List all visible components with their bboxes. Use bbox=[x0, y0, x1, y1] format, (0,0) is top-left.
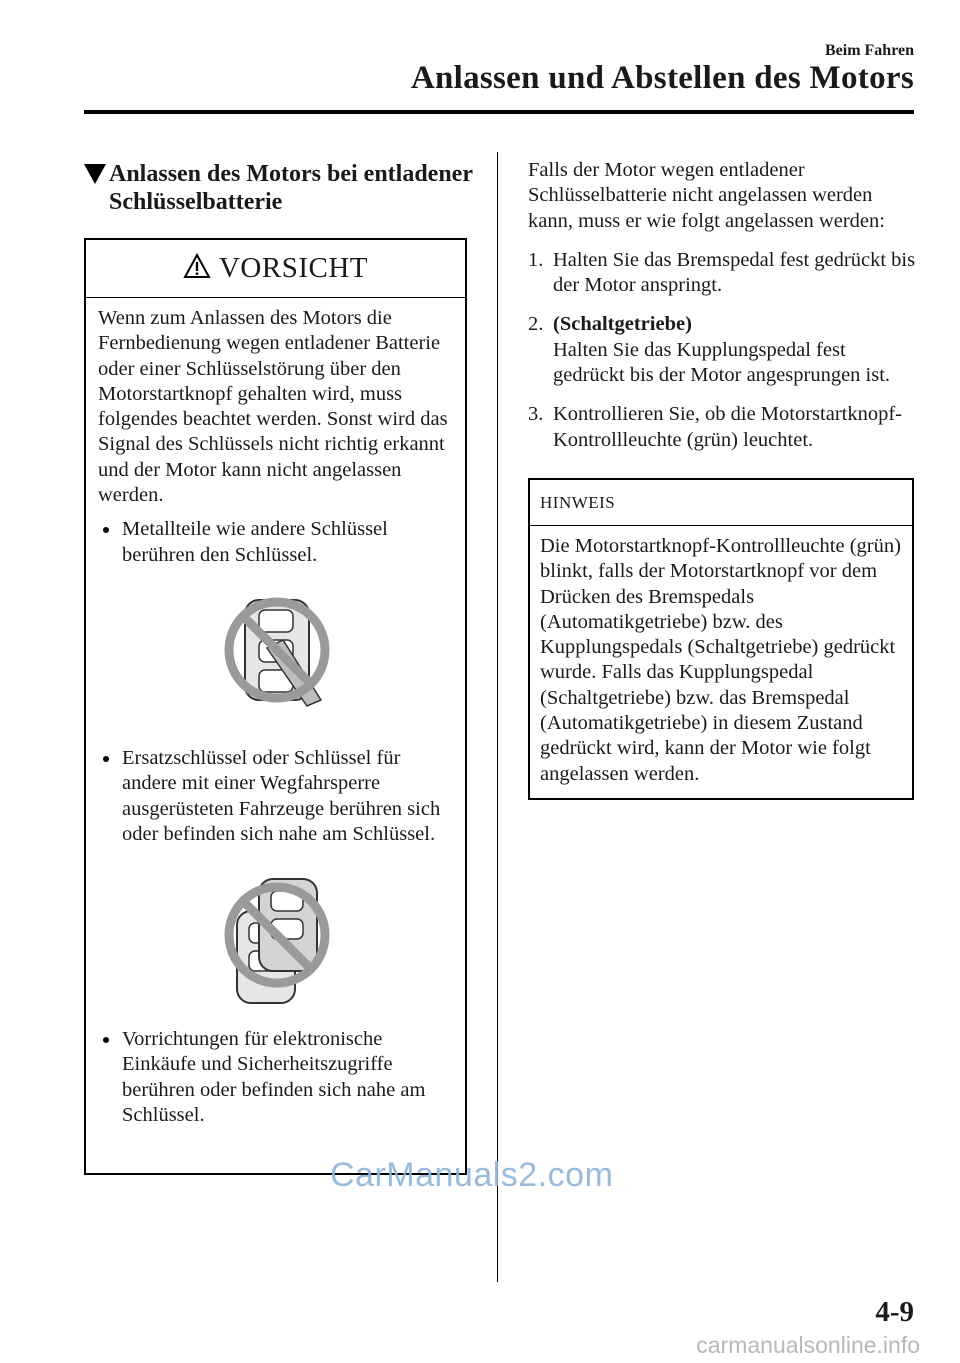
step-number: 1. bbox=[528, 248, 544, 271]
right-column bbox=[528, 158, 918, 800]
caution-label: VORSICHT bbox=[218, 252, 368, 284]
chapter-label: Beim Fahren bbox=[824, 42, 914, 59]
caution-bullet bbox=[98, 517, 455, 568]
warning-icon bbox=[183, 253, 211, 284]
key-contact-metal-illustration bbox=[217, 588, 337, 728]
step-item bbox=[528, 402, 918, 453]
note-text: Die Motorstartknopf-Kontrollleuchte (grün) blinkt, falls der Motorstartknopf vor dem Drücken des Bremspedals (Automatikgetriebe) bzw. des Kupplungspedals (Schaltgetriebe) gedrückt wurde. Falls das Kupplungspedal (Schaltgetriebe) bzw. das Bremspedal (Automatikgetriebe) in diesem Zustand gedrückt wird, kann der Motor wie folgt angelassen werden. bbox=[540, 534, 901, 785]
caution-box bbox=[84, 238, 467, 1175]
caution-bullet-text: Metallteile wie andere Schlüssel berühren den Schlüssel. bbox=[122, 518, 388, 566]
bullet-dot-icon bbox=[103, 756, 109, 762]
caution-body bbox=[86, 298, 465, 1128]
step-text: Halten Sie das Kupplungspedal fest gedrückt bis der Motor angesprungen ist. bbox=[553, 338, 891, 387]
caution-bullet bbox=[98, 746, 455, 847]
key-contact-key-illustration bbox=[217, 871, 337, 1013]
note-box bbox=[528, 478, 914, 800]
footer-watermark: carmanualsonline.info bbox=[696, 1332, 920, 1358]
section-heading bbox=[84, 160, 484, 216]
column-divider bbox=[497, 152, 498, 1282]
caution-bullet-text: Vorrichtungen für elektronische Einkäufe und Sicherheitszugriffe berühren oder befinden sich nahe am Schlüssel. bbox=[122, 1028, 426, 1127]
header-rule bbox=[84, 110, 914, 114]
note-label: HINWEIS bbox=[530, 480, 912, 526]
right-intro: Falls der Motor wegen entladener Schlüsselbatterie nicht angelassen werden kann, muss er wie folgt angelassen werden: bbox=[528, 159, 885, 232]
step-text: Kontrollieren Sie, ob die Motorstartknopf-Kontrollleuchte (grün) leuchtet. bbox=[553, 403, 903, 451]
step-bold-label: (Schaltgetriebe) bbox=[553, 313, 692, 336]
caution-bullet-text: Ersatzschlüssel oder Schlüssel für andere mit einer Wegfahrsperre ausgerüsteten Fahrzeuge berühren sich oder befinden sich nahe am Schlüssel. bbox=[122, 746, 441, 845]
step-item bbox=[528, 312, 918, 388]
step-number: 3. bbox=[528, 403, 544, 426]
step-number: 2. bbox=[528, 313, 544, 336]
section-heading-text: Anlassen des Motors bei entladener Schlüsselbatterie bbox=[109, 161, 473, 215]
triangle-down-icon bbox=[84, 164, 106, 184]
watermark: CarManuals2.com bbox=[330, 1156, 614, 1194]
caution-bullet bbox=[98, 1027, 455, 1128]
caution-header bbox=[86, 240, 465, 298]
caution-intro: Wenn zum Anlassen des Motors die Fernbedienung wegen entladener Batterie oder einer Schlüsselstörung über den Motorstartknopf gehalten wird, muss folgendes beachtet werden. Sonst wird das Signal des Schlüssels nicht richtig erkannt und der Motor kann nicht angelassen werden. bbox=[98, 307, 448, 507]
step-item bbox=[528, 248, 918, 299]
bullet-dot-icon bbox=[103, 527, 109, 533]
page-title: Anlassen und Abstellen des Motors bbox=[410, 60, 914, 96]
bullet-dot-icon bbox=[103, 1037, 109, 1043]
step-text: Halten Sie das Bremspedal fest gedrückt bis der Motor anspringt. bbox=[553, 248, 916, 297]
page-number: 4-9 bbox=[875, 1296, 914, 1328]
